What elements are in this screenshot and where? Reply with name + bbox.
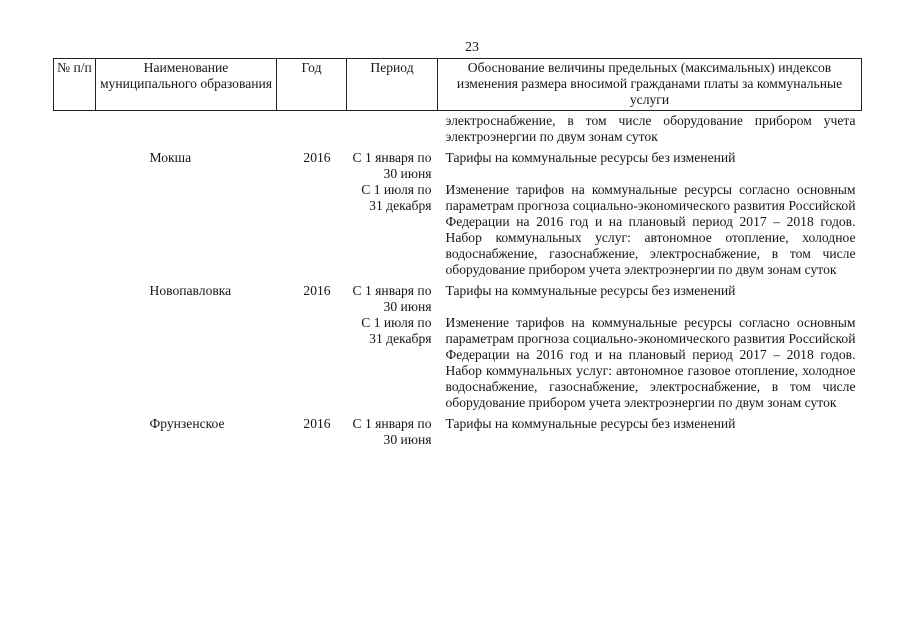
header-basis: Обоснование величины предельных (максимальных) индексов изменения размера вносимой гражданами платы за коммунальные услуги	[438, 59, 862, 111]
continuation-text: электроснабжение, в том числе оборудование прибором учета электроэнергии по двум зонам суток	[445, 113, 856, 144]
period-cell: С 1 января по 30 июня	[352, 283, 432, 314]
page-number: 23	[465, 40, 479, 55]
header-number: № п/п	[54, 59, 96, 111]
period-cell: С 1 июля по 31 декабря	[361, 315, 432, 346]
year-cell: 2016	[303, 150, 331, 165]
basis-cell: Тарифы на коммунальные ресурсы без изменений	[445, 416, 736, 431]
basis-cell: Тарифы на коммунальные ресурсы без изменений	[445, 150, 736, 165]
period-cell: С 1 января по 30 июня	[352, 416, 432, 447]
table-header-row	[54, 59, 862, 111]
basis-cell: Изменение тарифов на коммунальные ресурсы согласно основным параметрам прогноза социально-экономического развития Российской Федерации на 2016 год и на плановый период 2017 – 2018 годов. Набор коммунальных услуг: автономное газовое отопление, холодное водоснабжение, газоснабжение, электроснабжение, в том числе оборудование прибором учета электроэнергии по двум зонам суток	[445, 315, 856, 410]
year-cell: 2016	[303, 416, 331, 431]
basis-cell: Тарифы на коммунальные ресурсы без изменений	[445, 283, 736, 298]
table-row	[54, 315, 862, 411]
municipality-name: Новопавловка	[149, 283, 232, 298]
table-row	[54, 150, 862, 182]
header-year: Год	[277, 59, 347, 111]
tariff-table	[53, 58, 862, 448]
period-cell: С 1 июля по 31 декабря	[361, 182, 432, 213]
municipality-name: Фрунзенское	[149, 416, 225, 431]
municipality-name: Мокша	[149, 150, 192, 165]
table-row	[54, 283, 862, 315]
table-row	[54, 416, 862, 448]
header-period: Период	[347, 59, 438, 111]
year-cell: 2016	[303, 283, 331, 298]
header-municipality: Наименование муниципального образования	[96, 59, 277, 111]
table-row	[54, 182, 862, 278]
continuation-row	[54, 111, 862, 146]
period-cell: С 1 января по 30 июня	[352, 150, 432, 181]
basis-cell: Изменение тарифов на коммунальные ресурсы согласно основным параметрам прогноза социально-экономического развития Российской Федерации на 2016 год и на плановый период 2017 – 2018 годов. Набор коммунальных услуг: автономное отопление, холодное водоснабжение, газоснабжение, электроснабжение, в том числе оборудование прибором учета электроэнергии по двум зонам суток	[445, 182, 856, 277]
